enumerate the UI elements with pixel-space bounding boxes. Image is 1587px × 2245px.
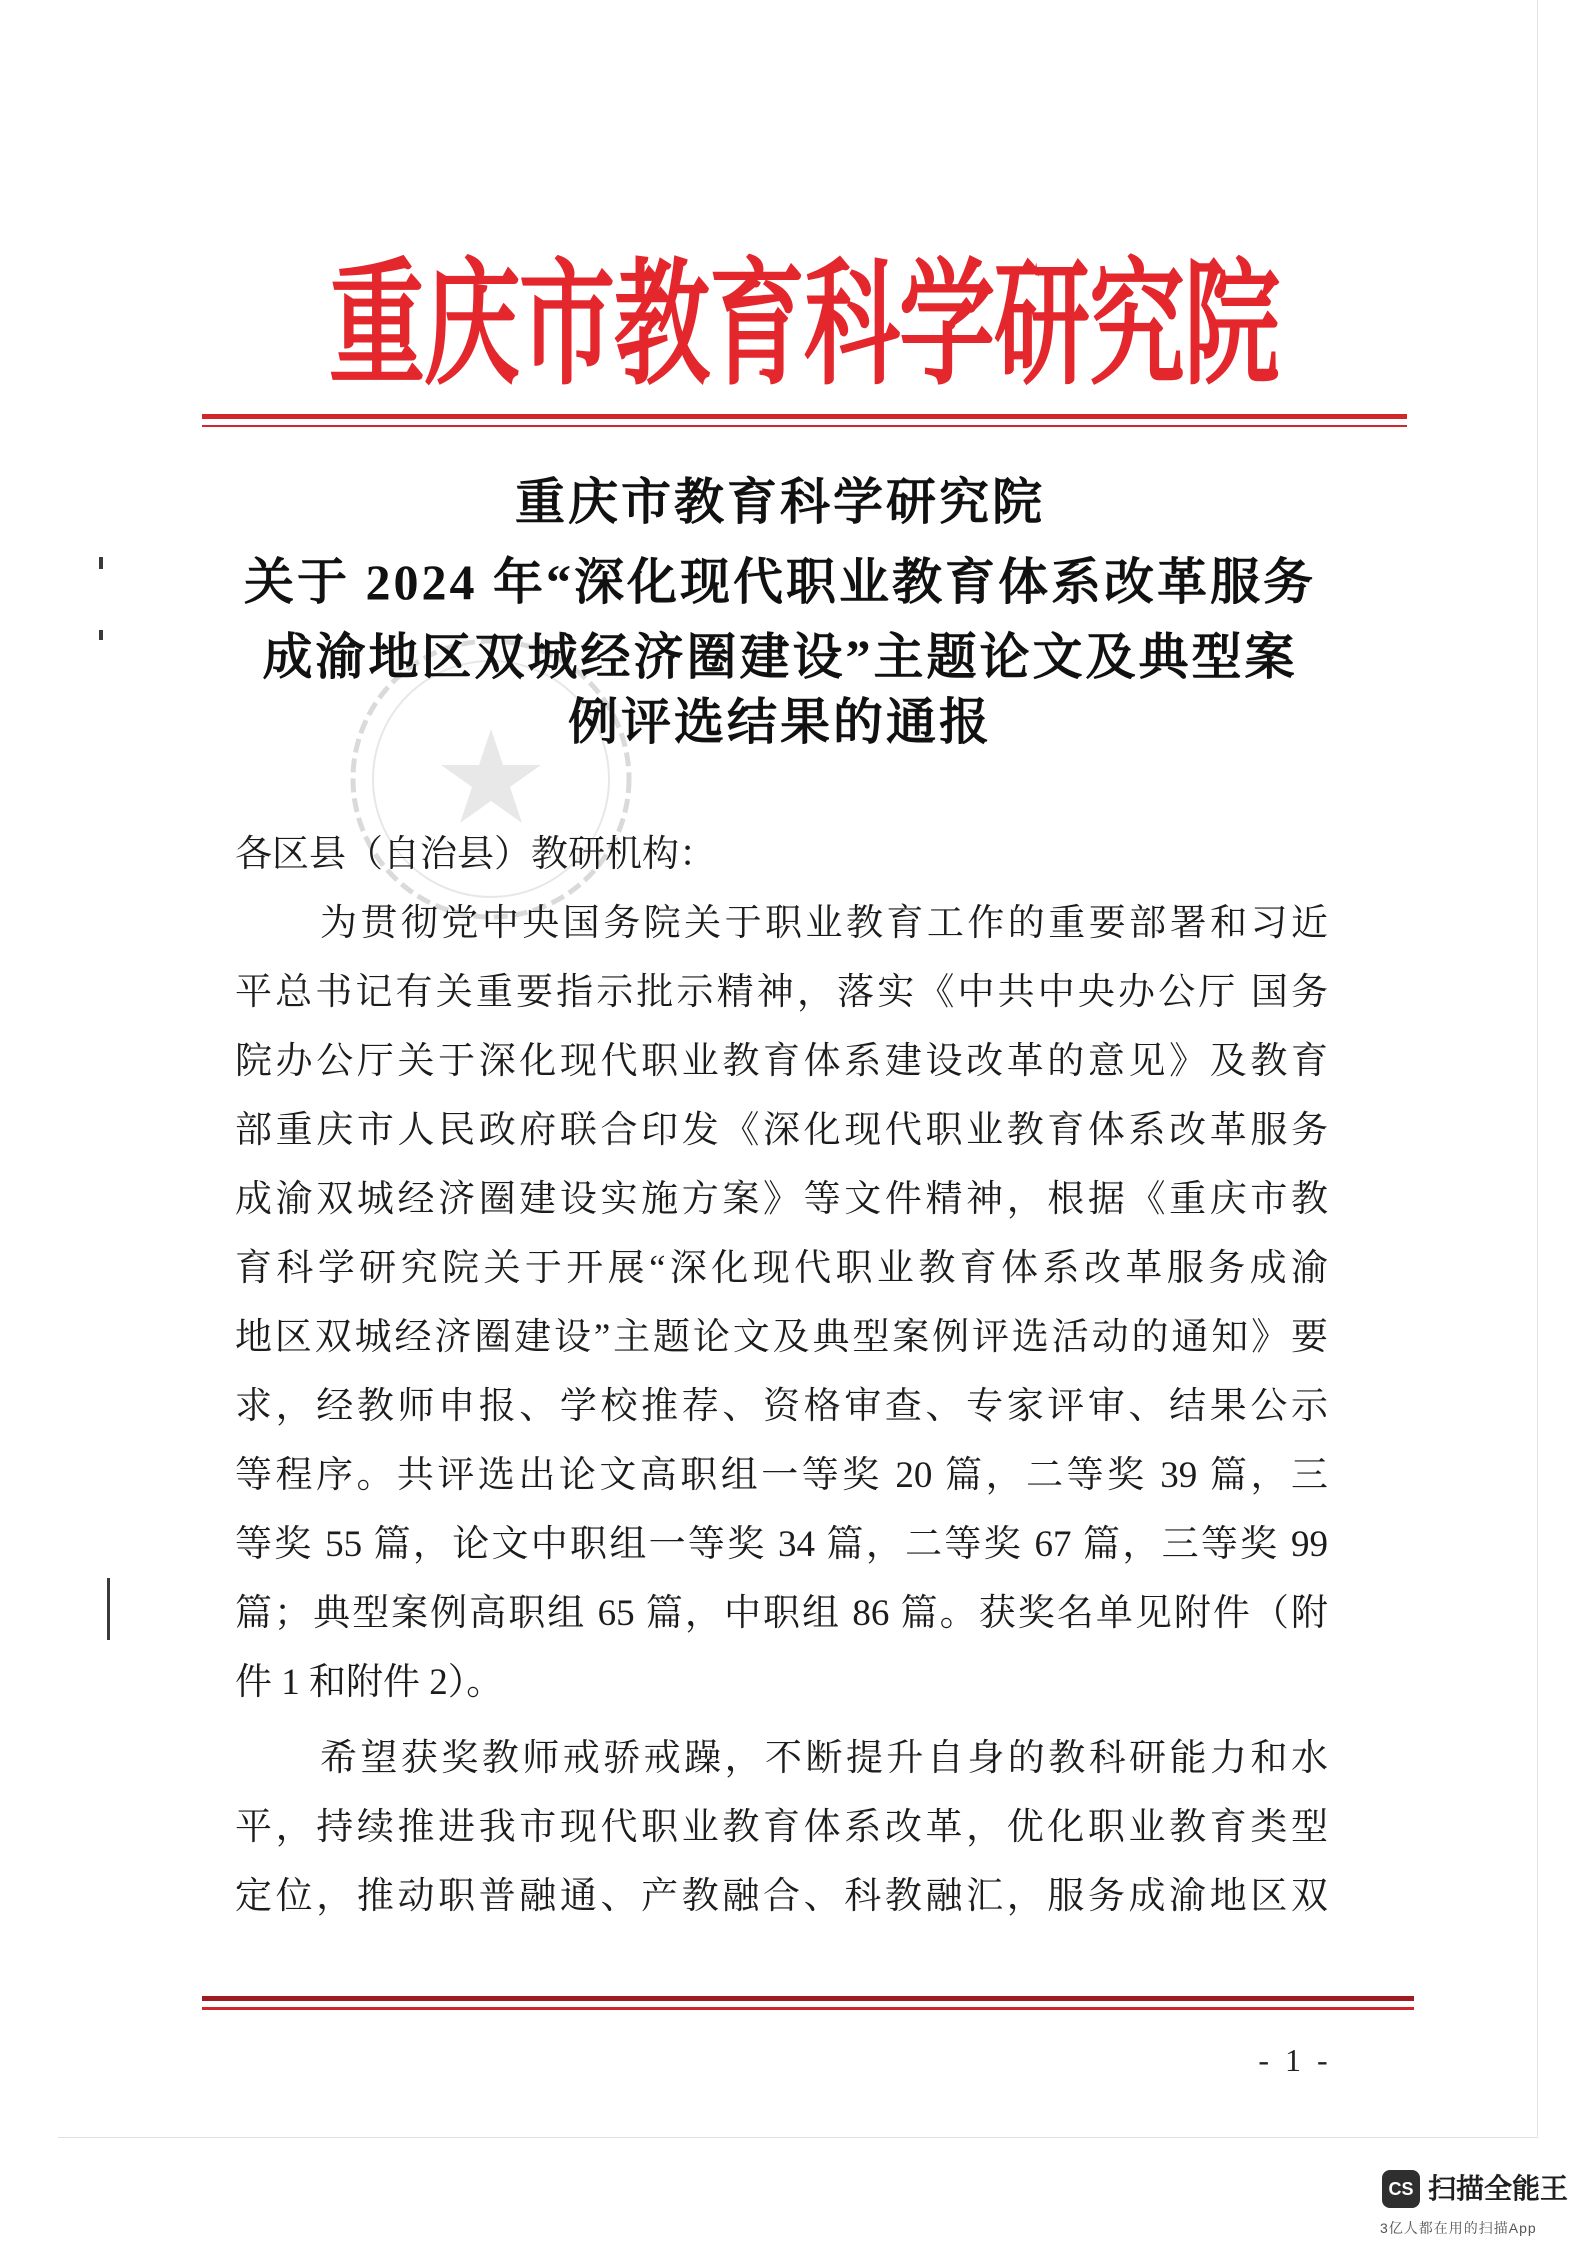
scan-mark xyxy=(99,557,103,569)
body-line: 地区双城经济圈建设”主题论文及典型案例评选活动的通知》要 xyxy=(235,1317,1328,1358)
title-line-3: 成渝地区双城经济圈建设”主题论文及典型案 xyxy=(262,629,1298,685)
title-line-1: 重庆市教育科学研究院 xyxy=(515,474,1045,530)
letterhead-title: 重庆市教育科学研究院 xyxy=(329,249,1279,402)
scan-edge-line xyxy=(58,2137,1538,2138)
body-line: 定位，推动职普融通、产教融合、科教融汇，服务成渝地区双 xyxy=(235,1876,1328,1917)
title-line-4: 例评选结果的通报 xyxy=(568,694,992,750)
paragraph-1 xyxy=(235,889,1328,1717)
paragraph-2 xyxy=(235,1724,1328,1931)
body-line: 为贯彻党中央国务院关于职业教育工作的重要部署和习近 xyxy=(320,903,1328,944)
salutation: 各区县（自治县）教研机构： xyxy=(235,834,716,875)
body-line: 育科学研究院关于开展“深化现代职业教育体系改革服务成渝 xyxy=(235,1248,1328,1289)
footer-rule-thin xyxy=(202,2007,1414,2010)
body-line: 成渝双城经济圈建设实施方案》等文件精神，根据《重庆市教 xyxy=(235,1179,1328,1220)
body-line: 篇；典型案例高职组 65 篇，中职组 86 篇。获奖名单见附件（附 xyxy=(235,1593,1328,1634)
page-number: - 1 - xyxy=(1258,2042,1332,2078)
scan-mark xyxy=(99,630,103,640)
watermark-app-name: 扫描全能王 xyxy=(1428,2173,1569,2204)
body-line: 等奖 55 篇，论文中职组一等奖 34 篇，二等奖 67 篇，三等奖 99 xyxy=(235,1524,1328,1565)
scan-mark xyxy=(107,1578,110,1640)
title-line-2: 关于 2024 年“深化现代职业教育体系改革服务 xyxy=(244,554,1316,610)
camscanner-logo-icon: CS xyxy=(1382,2170,1420,2208)
body-line: 希望获奖教师戒骄戒躁，不断提升自身的教科研能力和水 xyxy=(320,1738,1328,1779)
letterhead-rule-thick xyxy=(202,414,1407,419)
scan-edge-line xyxy=(1537,0,1538,2137)
body-line: 求，经教师申报、学校推荐、资格审查、专家评审、结果公示 xyxy=(235,1386,1328,1427)
footer-rule-thick xyxy=(202,1996,1414,2001)
body-line: 件 1 和附件 2）。 xyxy=(235,1662,504,1703)
watermark-slogan: 3亿人都在用的扫描App xyxy=(1380,2220,1537,2236)
body-line: 院办公厅关于深化现代职业教育体系建设改革的意见》及教育 xyxy=(235,1041,1328,1082)
notice-body xyxy=(235,820,1328,1931)
body-line: 平总书记有关重要指示批示精神，落实《中共中央办公厅 国务 xyxy=(235,972,1328,1013)
body-line: 部重庆市人民政府联合印发《深化现代职业教育体系改革服务 xyxy=(235,1110,1328,1151)
body-line: 等程序。共评选出论文高职组一等奖 20 篇，二等奖 39 篇，三 xyxy=(235,1455,1328,1496)
letterhead-rule-thin xyxy=(202,425,1407,427)
body-line: 平，持续推进我市现代职业教育体系改革，优化职业教育类型 xyxy=(235,1807,1328,1848)
